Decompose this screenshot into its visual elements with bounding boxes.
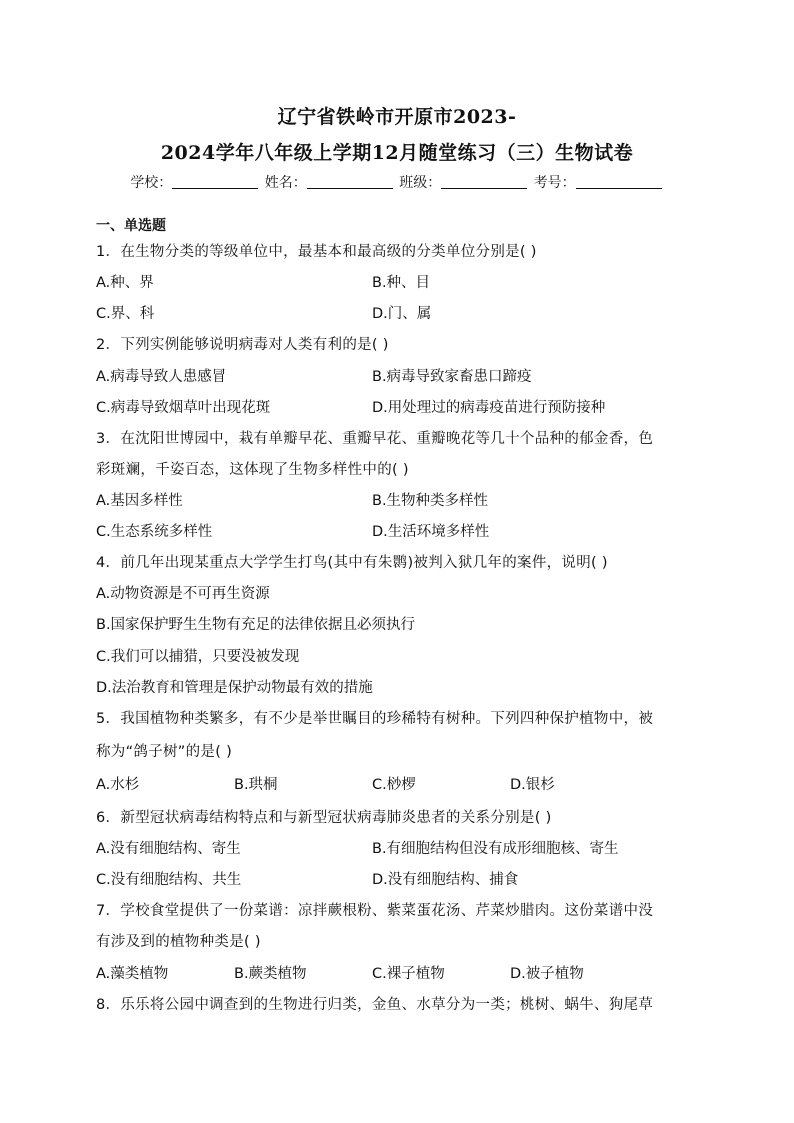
question-1-option-c: C.界、科 (96, 306, 155, 322)
question-7-stem-line1: 7．学校食堂提供了一份菜谱：凉拌蕨根粉、紫菜蛋花汤、芹菜炒腊肉。这份菜谱中没 (96, 903, 654, 919)
question-4-option-b: B.国家保护野生生物有充足的法律依据且必须执行 (96, 617, 416, 633)
question-2-option-d: D.用处理过的病毒疫苗进行预防接种 (372, 400, 606, 416)
question-5-stem-line2: 称为“鸽子树”的是( ) (96, 744, 233, 760)
question-6-stem: 6．新型冠状病毒结构特点和与新型冠状病毒肺炎患者的关系分别是( ) (96, 810, 552, 826)
question-3-option-a: A.基因多样性 (96, 493, 183, 509)
question-3-option-b: B.生物种类多样性 (372, 493, 489, 509)
question-3-option-d: D.生活环境多样性 (372, 524, 490, 540)
question-7-option-b: B.蕨类植物 (234, 966, 307, 982)
exam-title-line2: 2024学年八年级上学期12月随堂练习（三）生物试卷 (160, 142, 634, 164)
question-7-option-d: D.被子植物 (510, 966, 584, 982)
exam-title-line1: 辽宁省铁岭市开原市2023- (277, 106, 517, 128)
name-label: 姓名： (264, 175, 307, 191)
student-info-row (0, 172, 794, 192)
question-8-stem: 8．乐乐将公园中调查到的生物进行归类，金鱼、水草分为一类；桃树、蜗牛、狗尾草 (96, 997, 654, 1013)
question-5-option-c: C.桫椤 (372, 777, 416, 793)
question-1-stem: 1．在生物分类的等级单位中，最基本和最高级的分类单位分别是( ) (96, 244, 537, 260)
question-7-option-a: A.藻类植物 (96, 966, 169, 982)
question-4-option-c: C.我们可以捕猎，只要没被发现 (96, 649, 300, 665)
exam-number-label: 考号： (533, 175, 576, 191)
question-6-option-c: C.没有细胞结构、共生 (96, 872, 242, 888)
question-2-stem: 2．下列实例能够说明病毒对人类有利的是( ) (96, 337, 389, 353)
name-blank (307, 174, 393, 189)
question-1-option-d: D.门、属 (372, 306, 432, 322)
question-6-option-d: D.没有细胞结构、捕食 (372, 872, 519, 888)
question-4-option-a: A.动物资源是不可再生资源 (96, 586, 270, 602)
question-4-stem: 4．前几年出现某重点大学学生打鸟(其中有朱鹮)被判入狱几年的案件，说明( ) (96, 555, 608, 571)
question-2-option-c: C.病毒导致烟草叶出现花斑 (96, 400, 271, 416)
question-3-option-c: C.生态系统多样性 (96, 524, 213, 540)
question-1-option-b: B.种、目 (372, 275, 431, 291)
class-blank (441, 174, 527, 189)
school-label: 学校： (130, 175, 173, 191)
question-5-option-a: A.水杉 (96, 777, 140, 793)
question-5-option-b: B.珙桐 (234, 777, 278, 793)
school-blank (172, 174, 258, 189)
question-2-option-a: A.病毒导致人患感冒 (96, 369, 227, 385)
question-1-option-a: A.种、界 (96, 275, 154, 291)
question-7-stem-line2: 有涉及到的植物种类是( ) (96, 934, 261, 950)
question-2-option-b: B.病毒导致家畜患口蹄疫 (372, 369, 532, 385)
class-label: 班级： (399, 175, 442, 191)
question-7-option-c: C.裸子植物 (372, 966, 445, 982)
question-3-stem-line2: 彩斑斓，千姿百态，这体现了生物多样性中的( ) (96, 462, 409, 478)
question-4-option-d: D.法治教育和管理是保护动物最有效的措施 (96, 680, 373, 696)
question-6-option-a: A.没有细胞结构、寄生 (96, 841, 241, 857)
exam-number-blank (576, 174, 662, 189)
section-title: 一、单选题 (96, 218, 166, 234)
question-5-stem-line1: 5．我国植物种类繁多，有不少是举世瞩目的珍稀特有树种。下列四种保护植物中，被 (96, 711, 654, 727)
question-6-option-b: B.有细胞结构但没有成形细胞核、寄生 (372, 841, 619, 857)
question-3-stem-line1: 3．在沈阳世博园中，栽有单瓣早花、重瓣早花、重瓣晚花等几十个品种的郁金香，色 (96, 431, 654, 447)
question-5-option-d: D.银杉 (510, 777, 555, 793)
